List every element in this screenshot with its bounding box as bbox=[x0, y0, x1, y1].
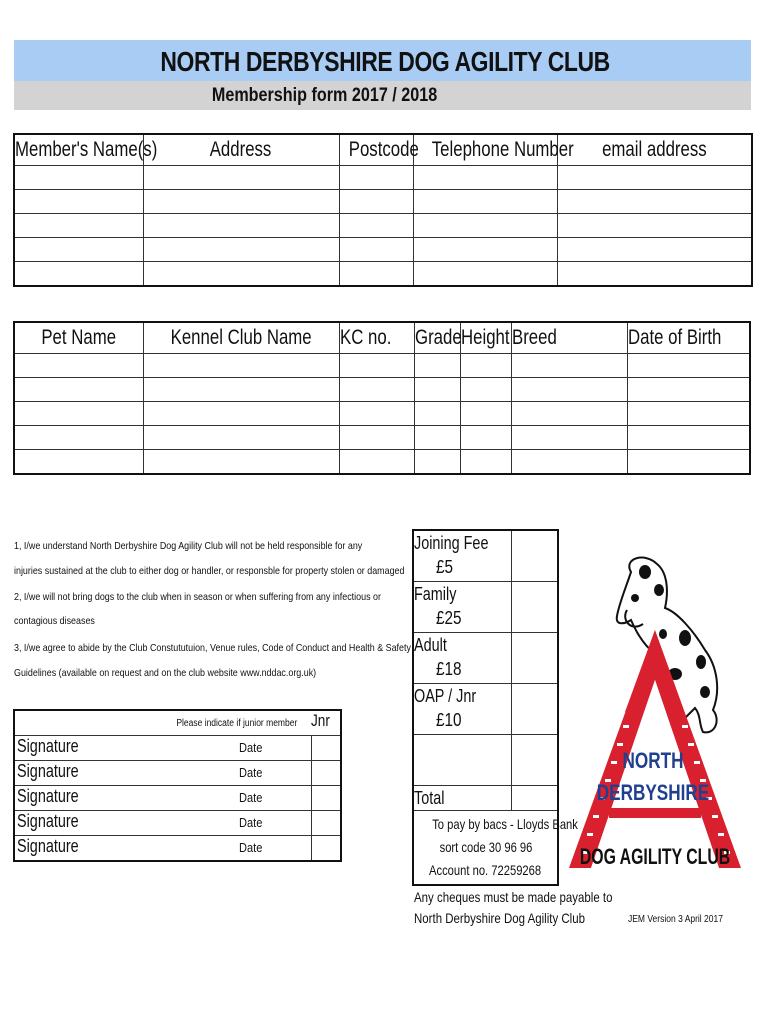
input-cell[interactable] bbox=[460, 402, 511, 426]
input-cell[interactable] bbox=[460, 378, 511, 402]
signature-label: Signature bbox=[17, 786, 79, 806]
col-telephone: Telephone Number bbox=[413, 134, 557, 166]
cheque-note-line-2: North Derbyshire Dog Agility Club bbox=[414, 910, 585, 926]
input-cell[interactable] bbox=[143, 378, 340, 402]
note-3-line-1: 3, I/we agree to abide by the Club Constututuion, Venue rules, Code of Conduct and Health & Safety bbox=[14, 642, 411, 654]
jnr-checkbox[interactable] bbox=[311, 811, 341, 836]
input-cell[interactable] bbox=[340, 450, 414, 475]
date-label: Date bbox=[239, 815, 263, 830]
col-kennel-club-name: Kennel Club Name bbox=[143, 322, 340, 354]
total-label: Total bbox=[414, 788, 445, 808]
fee-total bbox=[413, 786, 511, 811]
input-cell[interactable] bbox=[460, 426, 511, 450]
fee-tick-box[interactable] bbox=[511, 582, 558, 633]
col-members-name: Member's Name(s) bbox=[14, 134, 143, 166]
signature-label: Signature bbox=[17, 811, 79, 831]
input-cell[interactable] bbox=[14, 214, 143, 238]
signature-row bbox=[14, 786, 341, 811]
fee-amount: £10 bbox=[436, 710, 462, 730]
fee-row-adult bbox=[413, 633, 558, 684]
signature-label: Signature bbox=[17, 736, 79, 756]
fee-label: Adult bbox=[414, 635, 447, 655]
table-row bbox=[14, 166, 752, 190]
signature-header-row bbox=[14, 710, 341, 736]
input-cell[interactable] bbox=[413, 262, 557, 287]
fee-label: OAP / Jnr bbox=[414, 686, 477, 706]
date-label: Date bbox=[239, 790, 263, 805]
fee-amount: £25 bbox=[436, 608, 462, 628]
logo-text-dog-agility-club: DOG AGILITY CLUB bbox=[579, 845, 731, 870]
input-cell[interactable] bbox=[628, 354, 750, 378]
col-pet-name: Pet Name bbox=[14, 322, 143, 354]
input-cell[interactable] bbox=[143, 426, 340, 450]
input-cell[interactable] bbox=[414, 450, 460, 475]
signature-field[interactable] bbox=[14, 736, 311, 761]
input-cell[interactable] bbox=[628, 402, 750, 426]
fee-blank bbox=[413, 735, 511, 786]
fee-label: Joining Fee bbox=[414, 533, 489, 553]
jnr-label: Jnr bbox=[311, 710, 341, 736]
input-cell[interactable] bbox=[339, 238, 413, 262]
table-row bbox=[14, 378, 750, 402]
signature-label: Signature bbox=[17, 761, 79, 781]
logo-text-derbyshire: DERBYSHIRE bbox=[596, 781, 710, 806]
jnr-checkbox[interactable] bbox=[311, 761, 341, 786]
input-cell[interactable] bbox=[460, 450, 511, 475]
input-cell[interactable] bbox=[557, 166, 752, 190]
col-email: email address bbox=[557, 134, 752, 166]
input-cell[interactable] bbox=[14, 402, 143, 426]
input-cell[interactable] bbox=[340, 378, 414, 402]
fee-oap-jnr bbox=[413, 684, 511, 735]
input-cell[interactable] bbox=[414, 378, 460, 402]
input-cell[interactable] bbox=[14, 190, 143, 214]
col-postcode: Postcode bbox=[339, 134, 413, 166]
fee-row-blank bbox=[413, 735, 558, 786]
note-2-line-2: contagious diseases bbox=[14, 615, 95, 627]
note-1-line-1: 1, I/we understand North Derbyshire Dog Agility Club will not be held responsible for any bbox=[14, 540, 363, 552]
table-row bbox=[14, 450, 750, 475]
signature-row bbox=[14, 736, 341, 761]
input-cell[interactable] bbox=[14, 166, 143, 190]
input-cell[interactable] bbox=[511, 378, 627, 402]
fee-tick-box[interactable] bbox=[511, 633, 558, 684]
note-3-line-2: Guidelines (available on request and on the club website www.nddac.org.uk) bbox=[14, 667, 317, 679]
input-cell[interactable] bbox=[340, 354, 414, 378]
date-label: Date bbox=[239, 840, 263, 855]
input-cell[interactable] bbox=[511, 426, 627, 450]
fee-amount: £18 bbox=[436, 659, 462, 679]
fee-label: Family bbox=[414, 584, 457, 604]
date-label: Date bbox=[239, 765, 263, 780]
members-header-row bbox=[14, 134, 752, 166]
input-cell[interactable] bbox=[511, 402, 627, 426]
payment-row bbox=[413, 811, 558, 886]
date-label: Date bbox=[239, 740, 263, 755]
total-field[interactable] bbox=[511, 786, 558, 811]
page-subtitle: Membership form 2017 / 2018 bbox=[212, 85, 438, 106]
table-row bbox=[14, 402, 750, 426]
input-cell[interactable] bbox=[143, 354, 340, 378]
input-cell[interactable] bbox=[340, 426, 414, 450]
input-cell[interactable] bbox=[340, 402, 414, 426]
input-cell[interactable] bbox=[414, 426, 460, 450]
input-cell[interactable] bbox=[14, 354, 143, 378]
input-cell[interactable] bbox=[557, 190, 752, 214]
col-date-of-birth: Date of Birth bbox=[628, 322, 750, 354]
input-cell[interactable] bbox=[14, 378, 143, 402]
payment-line-3: Account no. 72259268 bbox=[429, 862, 542, 878]
input-cell[interactable] bbox=[557, 214, 752, 238]
table-row bbox=[14, 238, 752, 262]
table-row bbox=[14, 426, 750, 450]
input-cell[interactable] bbox=[414, 354, 460, 378]
input-cell[interactable] bbox=[143, 450, 340, 475]
input-cell[interactable] bbox=[413, 214, 557, 238]
input-cell[interactable] bbox=[414, 402, 460, 426]
fee-tick-box[interactable] bbox=[511, 530, 558, 582]
input-cell[interactable] bbox=[413, 166, 557, 190]
input-cell[interactable] bbox=[143, 166, 339, 190]
table-row bbox=[14, 262, 752, 287]
signature-row bbox=[14, 811, 341, 836]
input-cell[interactable] bbox=[143, 214, 339, 238]
table-row bbox=[14, 354, 750, 378]
page-title: NORTH DERBYSHIRE DOG AGILITY CLUB bbox=[160, 46, 610, 77]
fee-row-oap bbox=[413, 684, 558, 735]
fee-row-family bbox=[413, 582, 558, 633]
col-address: Address bbox=[143, 134, 339, 166]
input-cell[interactable] bbox=[143, 262, 339, 287]
fee-amount: £5 bbox=[436, 557, 454, 577]
fee-tick-box[interactable] bbox=[511, 684, 558, 735]
fees-table bbox=[412, 529, 578, 886]
input-cell[interactable] bbox=[14, 238, 143, 262]
fee-joining bbox=[413, 530, 511, 582]
signature-field[interactable] bbox=[14, 761, 311, 786]
input-cell[interactable] bbox=[339, 190, 413, 214]
payment-line-2: sort code 30 96 96 bbox=[439, 839, 532, 855]
payment-line-1: To pay by bacs - Lloyds Bank bbox=[432, 816, 578, 832]
col-grade: Grade bbox=[414, 322, 460, 354]
club-logo bbox=[565, 550, 745, 875]
fee-tick-box[interactable] bbox=[511, 735, 558, 786]
pets-header-row bbox=[14, 322, 750, 354]
col-kc-no: KC no. bbox=[340, 322, 414, 354]
input-cell[interactable] bbox=[413, 190, 557, 214]
note-1-line-2: injuries sustained at the club to either dog or handler, or responsble for property stolen or damaged bbox=[14, 565, 405, 577]
jnr-checkbox[interactable] bbox=[311, 736, 341, 761]
signature-field[interactable] bbox=[14, 786, 311, 811]
col-height: Height bbox=[460, 322, 511, 354]
fee-family bbox=[413, 582, 511, 633]
input-cell[interactable] bbox=[511, 450, 627, 475]
input-cell[interactable] bbox=[339, 214, 413, 238]
col-breed: Breed bbox=[511, 322, 627, 354]
input-cell[interactable] bbox=[143, 238, 339, 262]
input-cell[interactable] bbox=[628, 378, 750, 402]
signature-table bbox=[13, 709, 342, 862]
signature-label: Signature bbox=[17, 836, 79, 856]
version-label: JEM Version 3 April 2017 bbox=[628, 914, 723, 925]
jnr-checkbox[interactable] bbox=[311, 836, 341, 862]
signature-field[interactable] bbox=[14, 836, 311, 862]
input-cell[interactable] bbox=[460, 354, 511, 378]
input-cell[interactable] bbox=[143, 190, 339, 214]
fee-row-joining bbox=[413, 530, 558, 582]
payment-details bbox=[413, 811, 578, 886]
input-cell[interactable] bbox=[628, 450, 750, 475]
logo-text-north: NORTH bbox=[622, 749, 684, 774]
input-cell[interactable] bbox=[14, 450, 143, 475]
input-cell[interactable] bbox=[14, 426, 143, 450]
input-cell[interactable] bbox=[339, 262, 413, 287]
input-cell[interactable] bbox=[339, 166, 413, 190]
input-cell[interactable] bbox=[413, 238, 557, 262]
cheque-note-line-1: Any cheques must be made payable to bbox=[414, 889, 613, 905]
fee-adult bbox=[413, 633, 511, 684]
input-cell[interactable] bbox=[14, 262, 143, 287]
input-cell[interactable] bbox=[628, 426, 750, 450]
table-row bbox=[14, 190, 752, 214]
signature-row bbox=[14, 761, 341, 786]
input-cell[interactable] bbox=[143, 402, 340, 426]
junior-note: Please indicate if junior member bbox=[14, 710, 311, 736]
jnr-checkbox[interactable] bbox=[311, 786, 341, 811]
table-row bbox=[14, 214, 752, 238]
signature-field[interactable] bbox=[14, 811, 311, 836]
fee-row-total bbox=[413, 786, 558, 811]
note-2-line-1: 2, I/we will not bring dogs to the club when in season or when suffering from any infectious or bbox=[14, 591, 381, 603]
members-table bbox=[13, 133, 753, 287]
input-cell[interactable] bbox=[557, 238, 752, 262]
input-cell[interactable] bbox=[511, 354, 627, 378]
signature-row bbox=[14, 836, 341, 862]
input-cell[interactable] bbox=[557, 262, 752, 287]
pets-table bbox=[13, 321, 751, 475]
